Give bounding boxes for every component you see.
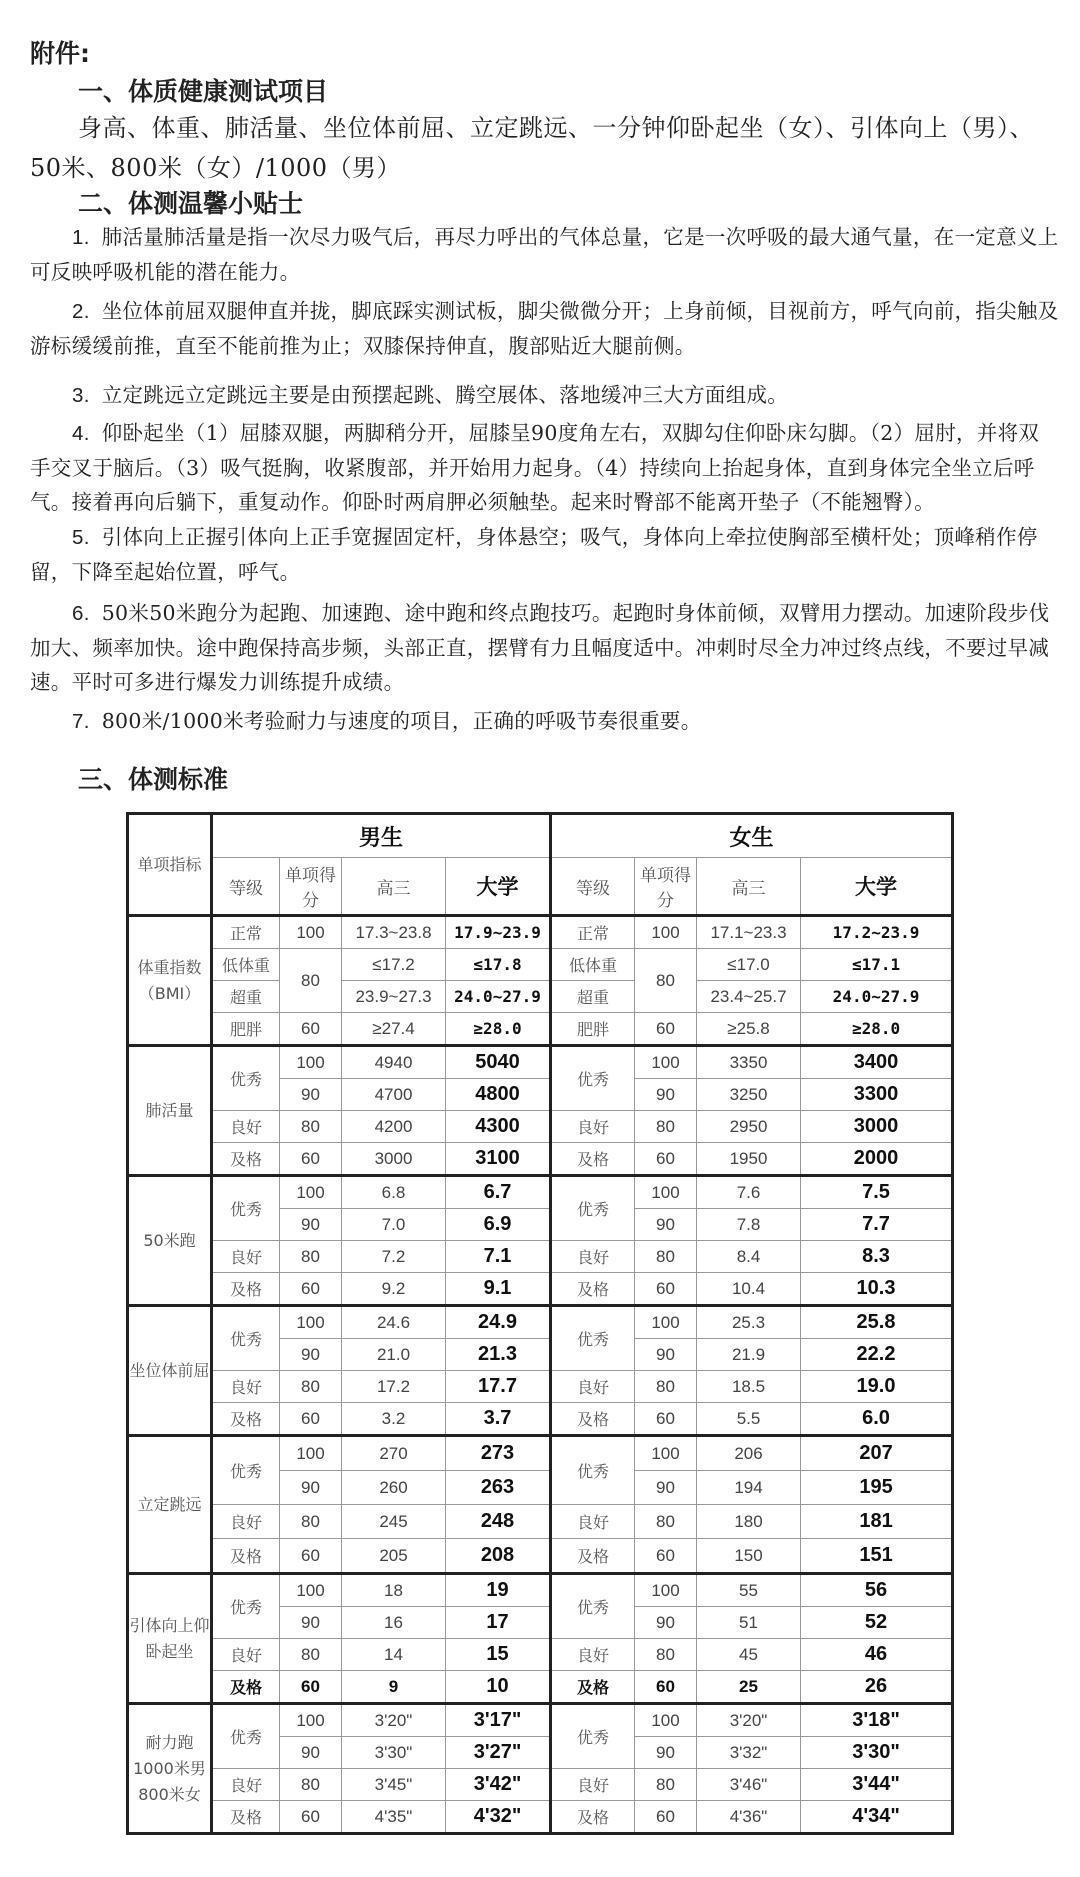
level-cell: 优秀 [551, 1046, 635, 1111]
university-value: 263 [446, 1471, 551, 1505]
university-value: 8.3 [801, 1241, 953, 1273]
senior-value: 21.0 [342, 1339, 446, 1371]
senior-value: 3000 [342, 1143, 446, 1176]
score-cell: 80 [280, 1639, 342, 1671]
level-cell: 及格 [212, 1273, 280, 1306]
score-cell: 90 [280, 1471, 342, 1505]
score-cell: 90 [635, 1079, 697, 1111]
senior-value: 7.8 [697, 1209, 801, 1241]
level-cell: 优秀 [551, 1176, 635, 1241]
table-row [128, 1176, 953, 1209]
category-label: 坐位体前屈 [128, 1306, 212, 1436]
level-cell: 及格 [212, 1143, 280, 1176]
score-cell: 60 [635, 1671, 697, 1704]
university-value: 3'30" [801, 1737, 953, 1769]
university-value: 7.1 [446, 1241, 551, 1273]
university-value: 3000 [801, 1111, 953, 1143]
level-cell: 优秀 [212, 1306, 280, 1371]
score-cell: 80 [635, 1111, 697, 1143]
level-cell: 及格 [212, 1801, 280, 1834]
level-cell: 良好 [551, 1769, 635, 1801]
level-cell: 优秀 [551, 1306, 635, 1371]
senior-value: 150 [697, 1539, 801, 1574]
level-cell: 良好 [551, 1505, 635, 1539]
table-row [128, 1436, 953, 1471]
senior-value: 17.3~23.8 [342, 916, 446, 949]
score-cell: 80 [280, 949, 342, 1013]
senior-value: 23.4~25.7 [697, 981, 801, 1013]
tip-text: 立定跳远立定跳远主要是由预摆起跳、腾空展体、落地缓冲三大方面组成。 [101, 383, 789, 407]
level-cell: 优秀 [212, 1436, 280, 1505]
score-cell: 100 [280, 1436, 342, 1471]
level-cell: 良好 [212, 1639, 280, 1671]
score-cell: 100 [280, 1574, 342, 1607]
senior-value: 2950 [697, 1111, 801, 1143]
score-cell: 90 [280, 1339, 342, 1371]
category-label: 耐力跑1000米男800米女 [128, 1704, 212, 1834]
university-value: 4'32" [446, 1801, 551, 1834]
score-cell: 100 [635, 1306, 697, 1339]
header-corner: 单项指标 [128, 814, 212, 916]
table-row [128, 1671, 953, 1704]
university-value: 19.0 [801, 1371, 953, 1403]
senior-value: 7.2 [342, 1241, 446, 1273]
table-row [128, 1639, 953, 1671]
senior-value: ≤17.2 [342, 949, 446, 981]
senior-value: 17.1~23.3 [697, 916, 801, 949]
senior-value: 7.0 [342, 1209, 446, 1241]
senior-value: 24.6 [342, 1306, 446, 1339]
table-row [128, 1769, 953, 1801]
tip-text: 引体向上正握引体向上正手宽握固定杆，身体悬空；吸气，身体向上牵拉使胸部至横杆处；顶峰稍作停留，下降至起始位置，呼气。 [30, 525, 1038, 584]
senior-value: 3'30" [342, 1737, 446, 1769]
level-cell: 良好 [551, 1241, 635, 1273]
university-value: 208 [446, 1539, 551, 1574]
university-value: 3'44" [801, 1769, 953, 1801]
senior-value: 10.4 [697, 1273, 801, 1306]
university-value: ≥28.0 [446, 1013, 551, 1046]
score-cell: 90 [280, 1079, 342, 1111]
tip-1 [30, 220, 1060, 289]
university-value: 25.8 [801, 1306, 953, 1339]
score-cell: 60 [280, 1539, 342, 1574]
senior-value: 260 [342, 1471, 446, 1505]
level-cell: 及格 [551, 1403, 635, 1436]
score-cell: 60 [635, 1013, 697, 1046]
senior-value: 180 [697, 1505, 801, 1539]
score-cell: 100 [635, 1704, 697, 1737]
table-row [128, 1371, 953, 1403]
score-cell: 100 [635, 916, 697, 949]
table-row [128, 1013, 953, 1046]
tip-text: 50米50米跑分为起跑、加速跑、途中跑和终点跑技巧。起跑时身体前倾，双臂用力摆动。加速阶段步伐加大、频率加快。途中跑保持高步频，头部正直，摆臂有力且幅度适中。冲刺时尽全力冲过终点线，不要过早减速。平时可多进行爆发力训练提升成绩。 [30, 601, 1050, 694]
level-cell: 及格 [551, 1273, 635, 1306]
tip-number: 1. [72, 226, 90, 249]
university-value: 3'17" [446, 1704, 551, 1737]
tip-4 [30, 416, 1060, 519]
table-row [128, 916, 953, 949]
university-value: 6.9 [446, 1209, 551, 1241]
university-value: 3400 [801, 1046, 953, 1079]
level-cell: 及格 [551, 1539, 635, 1574]
score-cell: 80 [280, 1769, 342, 1801]
score-cell: 100 [280, 916, 342, 949]
level-cell: 良好 [212, 1111, 280, 1143]
university-value: 17.7 [446, 1371, 551, 1403]
tip-7 [30, 704, 1060, 739]
tip-number: 5. [72, 526, 90, 549]
section1-heading: 一、体质健康测试项目 [78, 77, 329, 106]
score-cell: 60 [280, 1273, 342, 1306]
header-female: 女生 [551, 814, 953, 858]
university-value: 2000 [801, 1143, 953, 1176]
score-cell: 80 [280, 1505, 342, 1539]
tip-number: 3. [72, 384, 90, 407]
level-cell: 及格 [212, 1403, 280, 1436]
tip-6 [30, 596, 1060, 699]
tip-2 [30, 294, 1060, 363]
university-value: 9.1 [446, 1273, 551, 1306]
university-value: 17 [446, 1607, 551, 1639]
score-cell: 80 [635, 1639, 697, 1671]
tip-3 [30, 378, 1060, 413]
university-value: 195 [801, 1471, 953, 1505]
level-cell: 良好 [212, 1505, 280, 1539]
level-cell: 及格 [551, 1801, 635, 1834]
university-value: 3'18" [801, 1704, 953, 1737]
university-value: 3'42" [446, 1769, 551, 1801]
level-cell: 及格 [212, 1539, 280, 1574]
level-cell: 正常 [551, 916, 635, 949]
category-label: 50米跑 [128, 1176, 212, 1306]
score-cell: 90 [280, 1209, 342, 1241]
female-col-uni: 大学 [801, 858, 953, 916]
senior-value: 205 [342, 1539, 446, 1574]
score-cell: 90 [635, 1471, 697, 1505]
score-cell: 80 [280, 1241, 342, 1273]
table-row [128, 981, 953, 1013]
male-col-senior: 高三 [342, 858, 446, 916]
senior-value: 3'32" [697, 1737, 801, 1769]
level-cell: 优秀 [212, 1704, 280, 1769]
senior-value: ≥27.4 [342, 1013, 446, 1046]
tip-5 [30, 520, 1060, 589]
senior-value: 17.2 [342, 1371, 446, 1403]
university-value: 6.0 [801, 1403, 953, 1436]
university-value: 273 [446, 1436, 551, 1471]
tip-number: 7. [72, 710, 90, 733]
standards-table [126, 812, 954, 1835]
table-row [128, 1306, 953, 1339]
senior-value: 4'35" [342, 1801, 446, 1834]
score-cell: 60 [635, 1143, 697, 1176]
table-row [128, 1046, 953, 1079]
senior-value: 3350 [697, 1046, 801, 1079]
score-cell: 100 [280, 1046, 342, 1079]
senior-value: 21.9 [697, 1339, 801, 1371]
senior-value: 18.5 [697, 1371, 801, 1403]
level-cell: 及格 [551, 1143, 635, 1176]
score-cell: 90 [635, 1209, 697, 1241]
table-row [128, 1143, 953, 1176]
university-value: 10.3 [801, 1273, 953, 1306]
level-cell: 肥胖 [212, 1013, 280, 1046]
senior-value: 270 [342, 1436, 446, 1471]
senior-value: 3'20" [697, 1704, 801, 1737]
level-cell: 良好 [551, 1639, 635, 1671]
level-cell: 良好 [551, 1371, 635, 1403]
score-cell: 80 [635, 1505, 697, 1539]
senior-value: ≥25.8 [697, 1013, 801, 1046]
university-value: 24.9 [446, 1306, 551, 1339]
university-value: 3100 [446, 1143, 551, 1176]
score-cell: 90 [635, 1737, 697, 1769]
senior-value: 4200 [342, 1111, 446, 1143]
senior-value: 45 [697, 1639, 801, 1671]
score-cell: 100 [280, 1704, 342, 1737]
senior-value: 25.3 [697, 1306, 801, 1339]
table-row [128, 1704, 953, 1737]
table-row [128, 1574, 953, 1607]
section2-heading: 二、体测温馨小贴士 [78, 189, 304, 218]
university-value: 24.0~27.9 [446, 981, 551, 1013]
senior-value: 206 [697, 1436, 801, 1471]
attachment-label: 附件: [30, 39, 90, 68]
level-cell: 良好 [212, 1769, 280, 1801]
score-cell: 100 [635, 1574, 697, 1607]
score-cell: 60 [280, 1671, 342, 1704]
senior-value: 9 [342, 1671, 446, 1704]
senior-value: ≤17.0 [697, 949, 801, 981]
score-cell: 80 [635, 1241, 697, 1273]
level-cell: 超重 [212, 981, 280, 1013]
level-cell: 优秀 [212, 1046, 280, 1111]
university-value: 248 [446, 1505, 551, 1539]
female-col-senior: 高三 [697, 858, 801, 916]
senior-value: 3'46" [697, 1769, 801, 1801]
university-value: 10 [446, 1671, 551, 1704]
university-value: 4800 [446, 1079, 551, 1111]
senior-value: 51 [697, 1607, 801, 1639]
level-cell: 优秀 [212, 1574, 280, 1639]
tip-text: 800米/1000米考验耐力与速度的项目，正确的呼吸节奏很重要。 [101, 709, 702, 733]
tip-number: 2. [72, 300, 90, 323]
score-cell: 60 [280, 1801, 342, 1834]
tip-text: 坐位体前屈双腿伸直并拢，脚底踩实测试板，脚尖微微分开；上身前倾，目视前方，呼气向前，指尖触及游标缓缓前推，直至不能前推为止；双膝保持伸直，腹部贴近大腿前侧。 [30, 299, 1059, 358]
senior-value: 245 [342, 1505, 446, 1539]
level-cell: 优秀 [551, 1436, 635, 1505]
university-value: 7.7 [801, 1209, 953, 1241]
table-row [128, 1241, 953, 1273]
senior-value: 23.9~27.3 [342, 981, 446, 1013]
table-row [128, 1505, 953, 1539]
senior-value: 3.2 [342, 1403, 446, 1436]
score-cell: 90 [280, 1607, 342, 1639]
score-cell: 60 [635, 1273, 697, 1306]
university-value: 24.0~27.9 [801, 981, 953, 1013]
level-cell: 超重 [551, 981, 635, 1013]
score-cell: 80 [280, 1371, 342, 1403]
category-label: 体重指数（BMI） [128, 916, 212, 1046]
score-cell: 60 [280, 1143, 342, 1176]
university-value: 5040 [446, 1046, 551, 1079]
senior-value: 3250 [697, 1079, 801, 1111]
senior-value: 3'45" [342, 1769, 446, 1801]
senior-value: 5.5 [697, 1403, 801, 1436]
score-cell: 100 [280, 1306, 342, 1339]
table-row [128, 1273, 953, 1306]
level-cell: 肥胖 [551, 1013, 635, 1046]
level-cell: 正常 [212, 916, 280, 949]
university-value: 26 [801, 1671, 953, 1704]
section1-text: 身高、体重、肺活量、坐位体前屈、立定跳远、一分钟仰卧起坐（女）、引体向上（男）、50米、800米（女）/1000（男） [30, 114, 1034, 182]
score-cell: 100 [635, 1436, 697, 1471]
tip-text: 肺活量肺活量是指一次尽力吸气后，再尽力呼出的气体总量，它是一次呼吸的最大通气量，在一定意义上可反映呼吸机能的潜在能力。 [30, 225, 1059, 284]
university-value: 21.3 [446, 1339, 551, 1371]
senior-value: 8.4 [697, 1241, 801, 1273]
table-row [128, 1801, 953, 1834]
tip-number: 4. [72, 422, 90, 445]
senior-value: 6.8 [342, 1176, 446, 1209]
university-value: 151 [801, 1539, 953, 1574]
male-col-score: 单项得分 [280, 858, 342, 916]
university-value: 19 [446, 1574, 551, 1607]
university-value: 6.7 [446, 1176, 551, 1209]
level-cell: 优秀 [212, 1176, 280, 1241]
university-value: 3.7 [446, 1403, 551, 1436]
university-value: 7.5 [801, 1176, 953, 1209]
senior-value: 18 [342, 1574, 446, 1607]
level-cell: 及格 [212, 1671, 280, 1704]
score-cell: 60 [635, 1403, 697, 1436]
score-cell: 60 [280, 1013, 342, 1046]
female-col-level: 等级 [551, 858, 635, 916]
header-male: 男生 [212, 814, 551, 858]
female-col-score: 单项得分 [635, 858, 697, 916]
level-cell: 优秀 [551, 1704, 635, 1769]
university-value: 17.2~23.9 [801, 916, 953, 949]
university-value: 17.9~23.9 [446, 916, 551, 949]
score-cell: 90 [635, 1607, 697, 1639]
senior-value: 4700 [342, 1079, 446, 1111]
level-cell: 及格 [551, 1671, 635, 1704]
university-value: 207 [801, 1436, 953, 1471]
table-row [128, 1539, 953, 1574]
score-cell: 100 [635, 1176, 697, 1209]
university-value: ≤17.8 [446, 949, 551, 981]
senior-value: 14 [342, 1639, 446, 1671]
university-value: 22.2 [801, 1339, 953, 1371]
university-value: 181 [801, 1505, 953, 1539]
senior-value: 55 [697, 1574, 801, 1607]
university-value: 56 [801, 1574, 953, 1607]
university-value: 3'27" [446, 1737, 551, 1769]
score-cell: 80 [635, 949, 697, 1013]
university-value: 3300 [801, 1079, 953, 1111]
senior-value: 16 [342, 1607, 446, 1639]
university-value: 46 [801, 1639, 953, 1671]
male-col-level: 等级 [212, 858, 280, 916]
table-row [128, 949, 953, 981]
score-cell: 60 [635, 1539, 697, 1574]
university-value: 15 [446, 1639, 551, 1671]
university-value: ≤17.1 [801, 949, 953, 981]
university-value: 4300 [446, 1111, 551, 1143]
score-cell: 60 [280, 1403, 342, 1436]
table-row [128, 1403, 953, 1436]
category-label: 引体向上仰卧起坐 [128, 1574, 212, 1704]
senior-value: 194 [697, 1471, 801, 1505]
senior-value: 1950 [697, 1143, 801, 1176]
university-value: ≥28.0 [801, 1013, 953, 1046]
level-cell: 良好 [212, 1371, 280, 1403]
senior-value: 9.2 [342, 1273, 446, 1306]
category-label: 立定跳远 [128, 1436, 212, 1574]
level-cell: 良好 [212, 1241, 280, 1273]
senior-value: 25 [697, 1671, 801, 1704]
level-cell: 良好 [551, 1111, 635, 1143]
level-cell: 低体重 [212, 949, 280, 981]
senior-value: 3'20" [342, 1704, 446, 1737]
tip-text: 仰卧起坐（1）屈膝双腿，两脚稍分开，屈膝呈90度角左右，双脚勾住仰卧床勾脚。（2）屈肘，并将双手交叉于脑后。（3）吸气挺胸，收紧腹部，并开始用力起身。（4）持续向上抬起身体，直到身体完全坐立后呼气。接着再向后躺下，重复动作。仰卧时两肩胛必须触垫。起来时臀部不能离开垫子（不能翘臀）。 [30, 421, 1040, 514]
tip-number: 6. [72, 602, 90, 625]
score-cell: 60 [635, 1801, 697, 1834]
level-cell: 低体重 [551, 949, 635, 981]
section3-heading: 三、体测标准 [78, 765, 229, 794]
senior-value: 4940 [342, 1046, 446, 1079]
score-cell: 80 [635, 1371, 697, 1403]
senior-value: 4'36" [697, 1801, 801, 1834]
score-cell: 100 [280, 1176, 342, 1209]
table-row [128, 1111, 953, 1143]
score-cell: 90 [635, 1339, 697, 1371]
score-cell: 80 [280, 1111, 342, 1143]
university-value: 52 [801, 1607, 953, 1639]
level-cell: 优秀 [551, 1574, 635, 1639]
score-cell: 90 [280, 1737, 342, 1769]
category-label: 肺活量 [128, 1046, 212, 1176]
score-cell: 80 [635, 1769, 697, 1801]
senior-value: 7.6 [697, 1176, 801, 1209]
score-cell: 100 [635, 1046, 697, 1079]
male-col-uni: 大学 [446, 858, 551, 916]
university-value: 4'34" [801, 1801, 953, 1834]
